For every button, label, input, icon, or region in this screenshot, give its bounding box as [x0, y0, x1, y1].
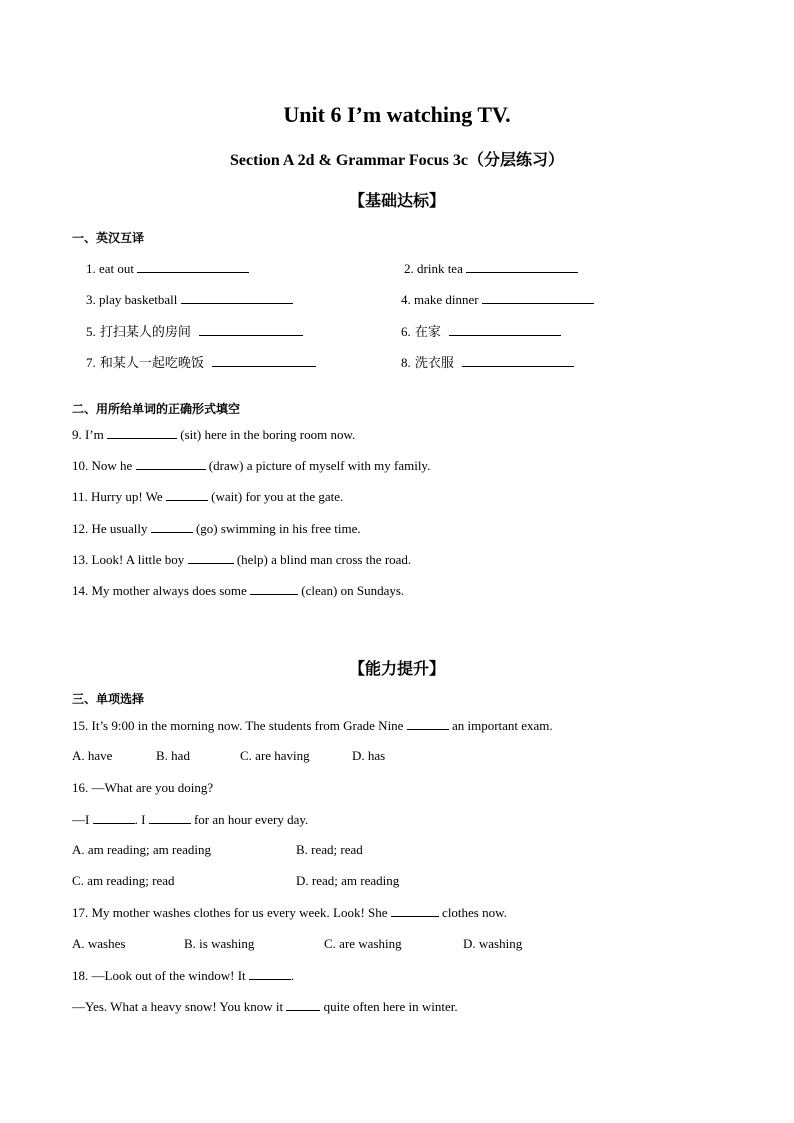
option-17-a[interactable]: A. washes — [72, 936, 126, 951]
translation-item-4 — [401, 291, 594, 308]
answer-blank[interactable] — [449, 323, 561, 336]
section-2-heading: 二、用所给单词的正确形式填空 — [72, 402, 241, 416]
question-text: 9. I’m — [72, 427, 104, 442]
item-text: play basketball — [99, 292, 178, 307]
section-1-heading: 一、英汉互译 — [72, 231, 145, 245]
option-16-d[interactable]: D. read; am reading — [296, 873, 400, 888]
item-text: 洗衣服 — [414, 356, 454, 371]
item-number: 8. — [401, 355, 411, 370]
translation-item-1 — [86, 260, 249, 277]
item-text: 在家 — [414, 325, 441, 340]
item-text: 打扫某人的房间 — [99, 325, 191, 340]
item-number: 3. — [86, 292, 96, 307]
answer-blank[interactable] — [136, 457, 206, 470]
choice-question-18 — [72, 967, 294, 984]
question-text: an important exam. — [451, 718, 553, 733]
item-number: 4. — [401, 292, 411, 307]
question-text: (help) a blind man cross the road. — [236, 552, 412, 567]
answer-blank[interactable] — [249, 967, 291, 980]
item-text: make dinner — [414, 292, 479, 307]
question-text: . I — [134, 812, 146, 827]
choice-question-17 — [72, 904, 507, 921]
option-15-d[interactable]: D. has — [352, 748, 386, 763]
option-17-d[interactable]: D. washing — [463, 936, 523, 951]
band-advanced: 【能力提升】 — [348, 659, 445, 678]
question-text: 17. My mother washes clothes for us every week. Look! She — [72, 905, 388, 920]
option-16-c[interactable]: C. am reading; read — [72, 873, 175, 888]
question-text: —Yes. What a heavy snow! You know it — [72, 999, 284, 1014]
question-text: (go) swimming in his free time. — [195, 521, 361, 536]
option-15-a[interactable]: A. have — [72, 748, 113, 763]
fill-item-9 — [72, 426, 355, 443]
question-text: clothes now. — [442, 905, 507, 920]
answer-blank[interactable] — [188, 551, 234, 564]
choice-question-16-reply — [72, 811, 308, 828]
translation-item-7 — [86, 352, 316, 371]
question-text: for an hour every day. — [193, 812, 309, 827]
translation-item-8 — [401, 352, 574, 371]
option-16-a[interactable]: A. am reading; am reading — [72, 842, 211, 857]
question-text: 12. He usually — [72, 521, 148, 536]
fill-item-10 — [72, 457, 430, 474]
item-number: 2. — [404, 261, 414, 276]
option-17-b[interactable]: B. is washing — [184, 936, 255, 951]
question-text: . — [290, 968, 295, 983]
item-number: 5. — [86, 324, 96, 339]
translation-item-2 — [404, 260, 578, 277]
translation-item-5 — [86, 321, 303, 340]
answer-blank[interactable] — [166, 488, 208, 501]
band-basic: 【基础达标】 — [348, 191, 445, 210]
answer-blank[interactable] — [93, 811, 135, 824]
choice-question-16: 16. —What are you doing? — [72, 780, 214, 795]
item-number: 7. — [86, 355, 96, 370]
answer-blank[interactable] — [407, 717, 449, 730]
question-text: 15. It’s 9:00 in the morning now. The students from Grade Nine — [72, 718, 404, 733]
question-text: (clean) on Sundays. — [301, 583, 405, 598]
option-15-b[interactable]: B. had — [156, 748, 190, 763]
translation-item-3 — [86, 291, 293, 308]
question-text: (wait) for you at the gate. — [211, 489, 344, 504]
question-text: —I — [72, 812, 90, 827]
question-text: (sit) here in the boring room now. — [180, 427, 356, 442]
answer-blank[interactable] — [250, 582, 298, 595]
question-text: (draw) a picture of myself with my family. — [208, 458, 431, 473]
translation-item-6 — [401, 321, 561, 340]
answer-blank[interactable] — [286, 998, 320, 1011]
answer-blank[interactable] — [462, 354, 574, 367]
fill-item-14 — [72, 582, 404, 599]
section-3-heading: 三、单项选择 — [72, 692, 145, 706]
option-16-b[interactable]: B. read; read — [296, 842, 363, 857]
item-text: 和某人一起吃晚饭 — [99, 356, 204, 371]
page-subtitle: Section A 2d & Grammar Focus 3c（分层练习） — [230, 152, 564, 169]
answer-blank[interactable] — [137, 260, 249, 273]
question-text: 18. —Look out of the window! It — [72, 968, 246, 983]
option-15-c[interactable]: C. are having — [240, 748, 310, 763]
question-text: 14. My mother always does some — [72, 583, 247, 598]
answer-blank[interactable] — [149, 811, 191, 824]
item-number: 6. — [401, 324, 411, 339]
page-title: Unit 6 I’m watching TV. — [283, 102, 511, 127]
fill-item-13 — [72, 551, 411, 568]
answer-blank[interactable] — [107, 426, 177, 439]
choice-question-18-reply — [72, 998, 458, 1015]
question-text: 13. Look! A little boy — [72, 552, 185, 567]
item-number: 1. — [86, 261, 96, 276]
option-17-c[interactable]: C. are washing — [324, 936, 402, 951]
item-text: drink tea — [417, 261, 463, 276]
question-text: quite often here in winter. — [323, 999, 458, 1014]
fill-item-11 — [72, 488, 343, 505]
answer-blank[interactable] — [482, 291, 594, 304]
answer-blank[interactable] — [212, 354, 316, 367]
fill-item-12 — [72, 520, 361, 537]
choice-question-15 — [72, 717, 553, 734]
answer-blank[interactable] — [199, 323, 303, 336]
item-text: eat out — [99, 261, 135, 276]
answer-blank[interactable] — [466, 260, 578, 273]
answer-blank[interactable] — [391, 904, 439, 917]
answer-blank[interactable] — [181, 291, 293, 304]
answer-blank[interactable] — [151, 520, 193, 533]
question-text: 11. Hurry up! We — [72, 489, 163, 504]
question-text: 10. Now he — [72, 458, 133, 473]
